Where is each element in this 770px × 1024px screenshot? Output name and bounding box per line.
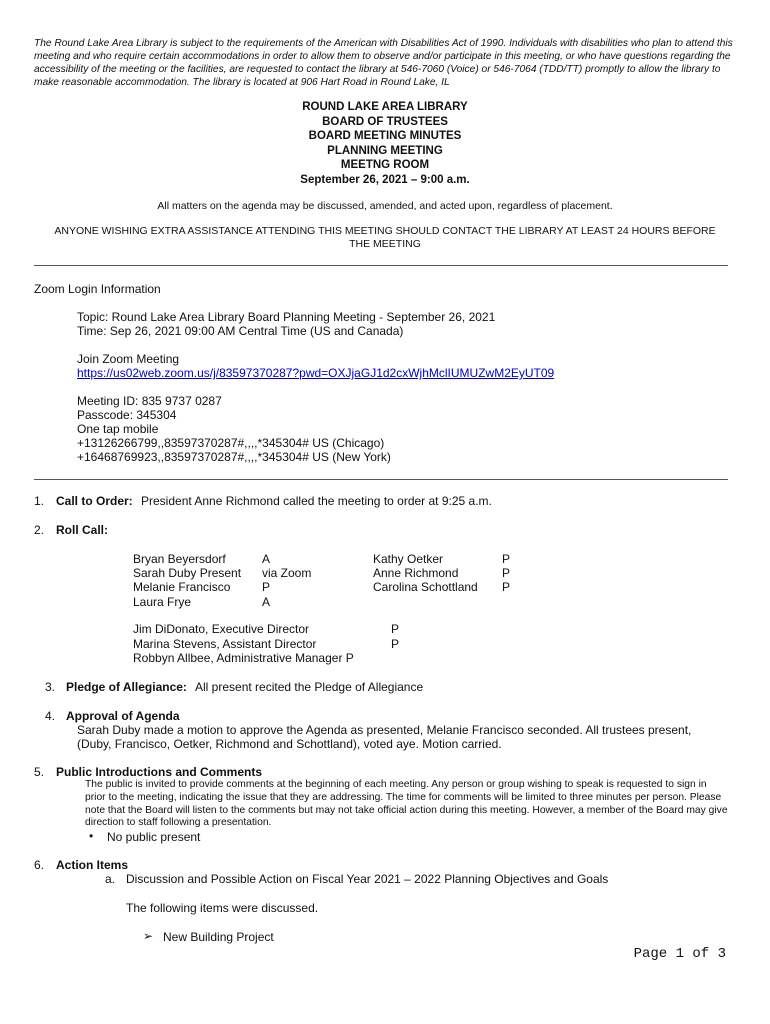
discussed-text: The following items were discussed. xyxy=(126,901,319,915)
zoom-tap-chicago: +13126266799,,83597370287#,,,,*345304# US (Chicago) xyxy=(77,436,385,450)
ada-notice: The Round Lake Area Library is subject to the requirements of the American with Disabilities Act of 1990. Individuals with disabilities who plan to attend this meeting and who require certain accommodations in order to allow them to observe and/or participate in this meeting, or who have questions regarding the accessibility of the meeting or the facilities, are requested to contact the library at 546-7060 (Voice) or 546-7064 (TDD/TT) promptly to allow the library to make reasonable accommodation. The library is located at 906 Hart Road in Round Lake, IL xyxy=(34,38,733,88)
pledge-label: Pledge of Allegiance: xyxy=(66,680,187,694)
action-a-text: Discussion and Possible Action on Fiscal Year 2021 – 2022 Planning Objectives and Goals xyxy=(126,872,609,886)
public-label: Public Introductions and Comments xyxy=(56,765,263,779)
assistance-line-2: THE MEETING xyxy=(349,238,421,250)
staff-name: Jim DiDonato, Executive Director xyxy=(133,622,310,636)
roll-name: Kathy Oetker xyxy=(373,552,444,566)
title-board: BOARD OF TRUSTEES xyxy=(322,115,448,128)
action-label: Action Items xyxy=(56,858,129,872)
title-room: MEETNG ROOM xyxy=(340,159,430,171)
page-number: Page 1 of 3 xyxy=(633,946,726,962)
roll-call-label: Roll Call: xyxy=(56,523,109,537)
roll-name: Sarah Duby Present xyxy=(133,566,242,580)
agenda-note: All matters on the agenda may be discussed, amended, and acted upon, regardless of placement. xyxy=(157,200,613,212)
public-bullet-text: No public present xyxy=(107,830,201,844)
arrow-bullet-icon: ➢ xyxy=(143,929,154,943)
document-title xyxy=(0,100,770,187)
zoom-link[interactable]: https://us02web.zoom.us/j/83597370287?pwd=OXJjaGJ1d2cxWjhMclIUMUZwM2EyUT09 xyxy=(77,366,555,380)
item-number: 4. xyxy=(45,709,56,723)
approval-line-2: (Duby, Francisco, Oetker, Richmond and Schottland), voted aye. Motion carried. xyxy=(77,737,502,751)
item-number: 5. xyxy=(34,765,45,779)
zoom-join: Join Zoom Meeting xyxy=(77,352,180,366)
staff-name: Marina Stevens, Assistant Director xyxy=(133,637,317,651)
item-number: 3. xyxy=(45,680,56,694)
zoom-topic: Topic: Round Lake Area Library Board Planning Meeting - September 26, 2021 xyxy=(77,310,496,324)
bullet-icon: • xyxy=(89,829,94,843)
approval-line-1: Sarah Duby made a motion to approve the Agenda as presented, Melanie Francisco seconded. All trustees present, xyxy=(77,723,692,737)
sub-bullet-text: New Building Project xyxy=(163,930,274,944)
approval-label: Approval of Agenda xyxy=(66,709,180,723)
public-text: The public is invited to provide comments at the beginning of each meeting. Any person or group wishing to speak is requested to sign in prior to the meeting, indicating the issue that they are addressing. The time for comments will be limited to three minutes per person. Please note that the Board will listen to the comments but may not take official action during this meeting. However, a member of the Board may give direction to staff following a presentation. xyxy=(85,779,728,829)
zoom-tap-newyork: +16468769923,,83597370287#,,,,*345304# US (New York) xyxy=(77,450,391,464)
staff-status: P xyxy=(391,622,400,636)
title-minutes: BOARD MEETING MINUTES xyxy=(308,130,462,142)
roll-name: Carolina Schottland xyxy=(373,580,478,594)
assistance-line-1: ANYONE WISHING EXTRA ASSISTANCE ATTENDING THIS MEETING SHOULD CONTACT THE LIBRARY AT LEAST 24 HOURS BEFORE xyxy=(54,225,716,237)
title-library: ROUND LAKE AREA LIBRARY xyxy=(302,101,468,113)
divider xyxy=(34,479,728,480)
divider xyxy=(34,265,728,266)
roll-name: Laura Frye xyxy=(133,595,192,609)
pledge-text: All present recited the Pledge of Allegiance xyxy=(195,680,424,694)
roll-status: P xyxy=(502,566,511,580)
roll-status: P xyxy=(502,580,511,594)
call-to-order-label: Call to Order: xyxy=(56,494,133,508)
roll-status: P xyxy=(502,552,511,566)
item-number: 1. xyxy=(34,494,45,508)
roll-name: Anne Richmond xyxy=(373,566,459,580)
item-number: 2. xyxy=(34,523,45,537)
roll-status: via Zoom xyxy=(262,566,312,580)
staff-status: P xyxy=(391,637,400,651)
roll-name: Melanie Francisco xyxy=(133,580,231,594)
zoom-meeting-id: Meeting ID: 835 9737 0287 xyxy=(77,394,222,408)
roll-status: P xyxy=(262,580,271,594)
zoom-time: Time: Sep 26, 2021 09:00 AM Central Time (US and Canada) xyxy=(77,324,404,338)
roll-status: A xyxy=(262,595,271,609)
action-a-letter: a. xyxy=(105,872,116,886)
staff-name: Robbyn Allbee, Administrative Manager P xyxy=(133,651,354,665)
zoom-passcode: Passcode: 345304 xyxy=(77,408,177,422)
roll-status: A xyxy=(262,552,271,566)
call-to-order-text: President Anne Richmond called the meeting to order at 9:25 a.m. xyxy=(141,494,492,508)
zoom-one-tap: One tap mobile xyxy=(77,422,159,436)
roll-name: Bryan Beyersdorf xyxy=(133,552,226,566)
title-date: September 26, 2021 – 9:00 a.m. xyxy=(300,173,470,186)
title-meeting-type: PLANNING MEETING xyxy=(327,144,443,157)
item-number: 6. xyxy=(34,858,45,872)
zoom-heading: Zoom Login Information xyxy=(34,282,161,296)
